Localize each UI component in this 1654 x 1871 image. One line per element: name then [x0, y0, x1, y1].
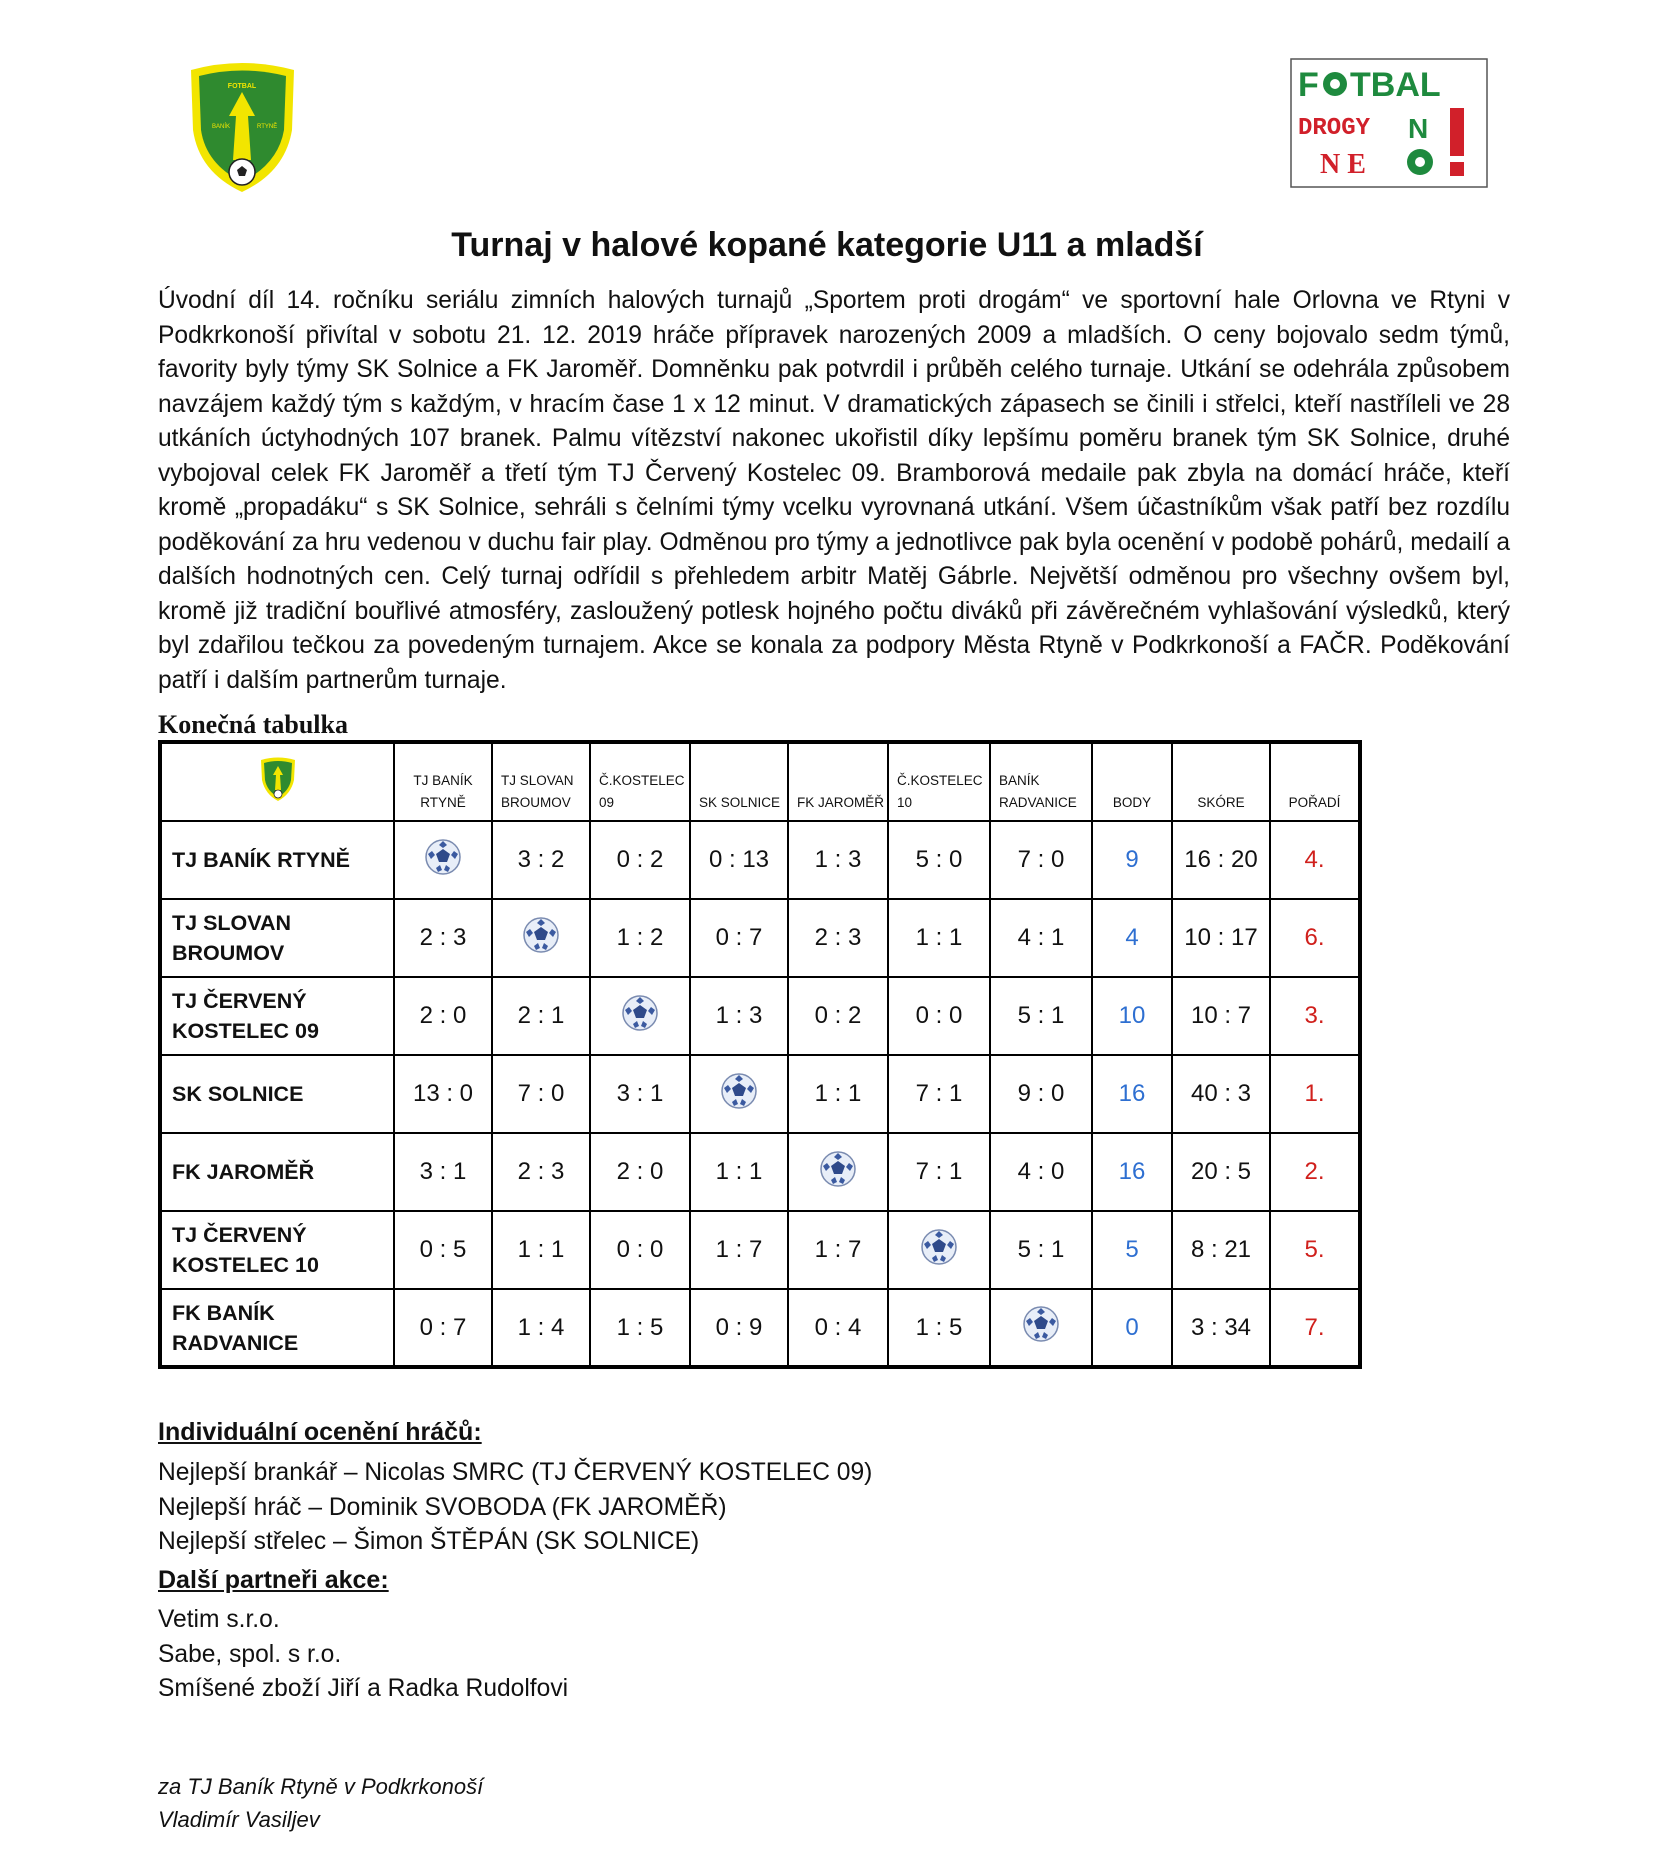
score-cell: 10 : 7 — [1172, 977, 1270, 1055]
column-header: POŘADÍ — [1270, 742, 1360, 821]
result-cell: 1 : 7 — [690, 1211, 788, 1289]
points-cell: 5 — [1092, 1211, 1172, 1289]
table-caption: Konečná tabulka — [158, 710, 348, 739]
awards-list — [158, 1456, 872, 1560]
svg-text:RTYNĚ: RTYNĚ — [257, 124, 278, 130]
result-cell: 1 : 2 — [590, 899, 690, 977]
score-cell: 3 : 34 — [1172, 1289, 1270, 1367]
table-row — [160, 821, 1360, 899]
rank-cell: 3. — [1270, 977, 1360, 1055]
header-row — [160, 742, 1360, 821]
result-cell: 1 : 4 — [492, 1289, 590, 1367]
column-header: BODY — [1092, 742, 1172, 821]
tj-banik-rtyne-crest-icon — [185, 60, 300, 195]
list-item: Nejlepší střelec – Šimon ŠTĚPÁN (SK SOLNICE) — [158, 1528, 700, 1555]
list-item: Sabe, spol. s r.o. — [158, 1640, 342, 1668]
result-cell: 0 : 2 — [590, 821, 690, 899]
result-cell: 13 : 0 — [394, 1055, 492, 1133]
svg-text:TBAL: TBAL — [1350, 66, 1441, 104]
score-cell: 10 : 17 — [1172, 899, 1270, 977]
diagonal-cell — [888, 1211, 990, 1289]
team-name-cell: FK JAROMĚŘ — [160, 1133, 394, 1211]
team-name-cell: TJ SLOVAN BROUMOV — [160, 899, 394, 977]
rank-cell: 7. — [1270, 1289, 1360, 1367]
result-cell: 1 : 5 — [590, 1289, 690, 1367]
result-cell: 5 : 0 — [888, 821, 990, 899]
result-cell: 0 : 13 — [690, 821, 788, 899]
result-cell: 0 : 7 — [394, 1289, 492, 1367]
diagonal-cell — [394, 821, 492, 899]
partners-list — [158, 1603, 568, 1707]
result-cell: 0 : 4 — [788, 1289, 888, 1367]
team-name-cell: TJ ČERVENÝ KOSTELEC 09 — [160, 977, 394, 1055]
result-cell: 0 : 2 — [788, 977, 888, 1055]
result-cell: 3 : 2 — [492, 821, 590, 899]
signature-line: za TJ Baník Rtyně v Podkrkonoší — [158, 1774, 484, 1799]
rank-cell: 6. — [1270, 899, 1360, 977]
soccer-ball-icon — [521, 915, 561, 955]
soccer-ball-icon — [719, 1071, 759, 1111]
list-item: Nejlepší hráč – Dominik SVOBODA (FK JAROMĚŘ) — [158, 1493, 727, 1521]
diagonal-cell — [990, 1289, 1092, 1367]
diagonal-cell — [788, 1133, 888, 1211]
column-header: SKÓRE — [1172, 742, 1270, 821]
club-crest-icon — [258, 756, 298, 802]
table-row — [160, 1055, 1360, 1133]
svg-text:FOTBAL: FOTBAL — [227, 83, 257, 90]
result-cell: 1 : 3 — [690, 977, 788, 1055]
column-header: BANÍK RADVANICE — [990, 742, 1092, 821]
column-header: SK SOLNICE — [690, 742, 788, 821]
result-cell: 2 : 0 — [394, 977, 492, 1055]
result-cell: 2 : 0 — [590, 1133, 690, 1211]
table-row — [160, 1133, 1360, 1211]
soccer-ball-icon — [620, 993, 660, 1033]
diagonal-cell — [590, 977, 690, 1055]
rank-cell: 5. — [1270, 1211, 1360, 1289]
result-cell: 1 : 1 — [492, 1211, 590, 1289]
points-cell: 10 — [1092, 977, 1172, 1055]
result-cell: 4 : 1 — [990, 899, 1092, 977]
result-cell: 3 : 1 — [590, 1055, 690, 1133]
result-cell: 7 : 0 — [990, 821, 1092, 899]
result-cell: 1 : 1 — [888, 899, 990, 977]
soccer-ball-icon — [423, 837, 463, 877]
table-row — [160, 1211, 1360, 1289]
rank-cell: 4. — [1270, 821, 1360, 899]
score-cell: 16 : 20 — [1172, 821, 1270, 899]
rank-cell: 2. — [1270, 1133, 1360, 1211]
score-cell: 20 : 5 — [1172, 1133, 1270, 1211]
score-cell: 40 : 3 — [1172, 1055, 1270, 1133]
result-cell: 1 : 1 — [788, 1055, 888, 1133]
soccer-ball-icon — [818, 1149, 858, 1189]
column-header: Č.KOSTELEC 10 — [888, 742, 990, 821]
svg-text:DROGY: DROGY — [1298, 115, 1371, 142]
result-cell: 5 : 1 — [990, 1211, 1092, 1289]
result-cell: 7 : 1 — [888, 1055, 990, 1133]
result-cell: 4 : 0 — [990, 1133, 1092, 1211]
points-cell: 16 — [1092, 1055, 1172, 1133]
diagonal-cell — [690, 1055, 788, 1133]
page-title: Turnaj v halové kopané kategorie U11 a mladší — [451, 226, 1203, 264]
team-name-cell: SK SOLNICE — [160, 1055, 394, 1133]
signature-line: Vladimír Vasiljev — [158, 1807, 320, 1832]
rank-cell: 1. — [1270, 1055, 1360, 1133]
diagonal-cell — [492, 899, 590, 977]
table-row — [160, 1289, 1360, 1367]
column-header: FK JAROMĚŘ — [788, 742, 888, 821]
result-cell: 0 : 0 — [888, 977, 990, 1055]
result-cell: 1 : 5 — [888, 1289, 990, 1367]
result-cell: 7 : 1 — [888, 1133, 990, 1211]
table-row — [160, 899, 1360, 977]
intro-paragraph: Úvodní díl 14. ročníku seriálu zimních halových turnajů „Sportem proti drogám“ ve sportovní hale Orlovna ve Rtyni v Podkrkonoší přivítal v sobotu 21. 12. 2019 hráče přípravek narozených 2009 a mladších. O ceny bojovalo sedm týmů, favority byly týmy SK Solnice a FK Jaroměř. Domněnku pak potvrdil i průběh celého turnaje. Utkání se odehrála způsobem navzájem každý tým s každým, v hracím čase 1 x 12 minut. V dramatických zápasech se činili i střelci, kteří nastříleli ve 28 utkáních úctyhodných 107 branek. Palmu vítězství nakonec ukořistil díky lepšímu poměru branek tým SK Solnice, druhé vybojoval celek FK Jaroměř a třetí tým TJ Červený Kostelec 09. Bramborová medaile pak zbyla na domácí hráče, kteří kromě „propadáku“ s SK Solnice, sehráli s čelními týmy vcelku vyrovnaná utkání. Všem účastníkům však patří bez rozdílu poděkování za hru vedenou v duchu fair play. Odměnou pro týmy a jednotlivce pak byla ocenění v podobě pohárů, medailí a dalších hodnotných cen. Celý turnaj odřídil s přehledem arbitr Matěj Gábrle. Největší odměnou pro všechny ovšem byl, kromě již tradiční bouřlivé atmosféry, zasloužený potlesk hojného počtu diváků při závěrečném vyhlašování výsledků, který byl zdařilou tečkou za povedeným turnajem. Akce se konala za podpory Města Rtyně v Podkrkonoší a FAČR. Poděkování patří i dalším partnerům turnaje. — [158, 287, 1510, 694]
result-cell: 9 : 0 — [990, 1055, 1092, 1133]
points-cell: 9 — [1092, 821, 1172, 899]
soccer-ball-icon — [919, 1227, 959, 1267]
svg-text:F: F — [1298, 66, 1319, 104]
result-cell: 5 : 1 — [990, 977, 1092, 1055]
svg-text:BANÍK: BANÍK — [212, 124, 231, 130]
corner-cell — [160, 742, 394, 821]
result-cell: 1 : 3 — [788, 821, 888, 899]
awards-heading: Individuální ocenění hráčů: — [158, 1418, 482, 1446]
result-cell: 3 : 1 — [394, 1133, 492, 1211]
result-cell: 0 : 0 — [590, 1211, 690, 1289]
list-item: Smíšené zboží Jiří a Radka Rudolfovi — [158, 1675, 569, 1702]
signature — [158, 1770, 483, 1836]
table-row — [160, 977, 1360, 1055]
column-header: TJ BANÍK RTYNĚ — [394, 742, 492, 821]
result-cell: 0 : 9 — [690, 1289, 788, 1367]
result-cell: 7 : 0 — [492, 1055, 590, 1133]
score-cell: 8 : 21 — [1172, 1211, 1270, 1289]
result-cell: 2 : 3 — [788, 899, 888, 977]
team-name-cell: TJ ČERVENÝ KOSTELEC 10 — [160, 1211, 394, 1289]
team-name-cell: FK BANÍK RADVANICE — [160, 1289, 394, 1367]
list-item: Vetim s.r.o. — [158, 1606, 280, 1633]
partners-heading: Další partneři akce: — [158, 1566, 389, 1594]
column-header: TJ SLOVAN BROUMOV — [492, 742, 590, 821]
result-cell: 0 : 5 — [394, 1211, 492, 1289]
points-cell: 4 — [1092, 899, 1172, 977]
result-cell: 2 : 1 — [492, 977, 590, 1055]
fotbal-ano-drogy-ne-logo-icon — [1290, 58, 1488, 188]
soccer-ball-icon — [1021, 1304, 1061, 1344]
points-cell: 0 — [1092, 1289, 1172, 1367]
points-cell: 16 — [1092, 1133, 1172, 1211]
result-cell: 1 : 1 — [690, 1133, 788, 1211]
standings-table — [158, 740, 1362, 1369]
result-cell: 1 : 7 — [788, 1211, 888, 1289]
svg-text:N: N — [1408, 113, 1429, 144]
result-cell: 0 : 7 — [690, 899, 788, 977]
column-header: Č.KOSTELEC 09 — [590, 742, 690, 821]
team-name-cell: TJ BANÍK RTYNĚ — [160, 821, 394, 899]
svg-text:N E: N E — [1320, 149, 1366, 180]
list-item: Nejlepší brankář – Nicolas SMRC (TJ ČERVENÝ KOSTELEC 09) — [158, 1459, 873, 1486]
result-cell: 2 : 3 — [492, 1133, 590, 1211]
result-cell: 2 : 3 — [394, 899, 492, 977]
